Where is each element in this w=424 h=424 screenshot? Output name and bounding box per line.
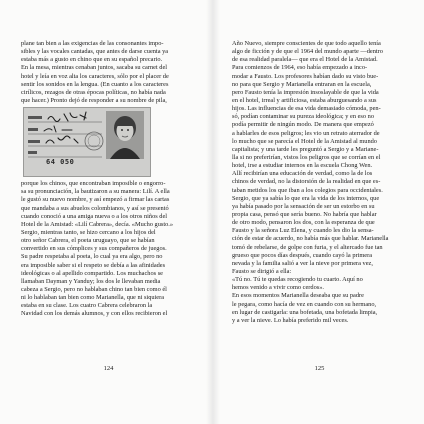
left-page: [21, 40, 196, 372]
text-line: porque los chinos, que encontraban imposible o engorro-: [21, 180, 166, 188]
text-line: ción de estar de acuerdo, no había más que hablar. Marianella: [232, 235, 389, 243]
text-line: ni lo hablaban tan bien como Marianella, que ni siquiera: [21, 294, 165, 302]
text-line: que mandaba a sus abuelos colombianos, y así se presentó: [21, 204, 169, 212]
text-line: só, podían contaminar su pureza ideológica; y en eso no: [232, 113, 374, 121]
text-line: sibles y las vocales cantadas, que antes de darse cuenta ya: [21, 48, 169, 56]
text-line: capitalista; y una tarde les preguntó a Sergio y a Mariane-: [232, 145, 379, 153]
quote-line: hemos venido a vivir como cerdos».: [232, 284, 324, 292]
book-gutter: [206, 0, 220, 424]
text-line: otro señor Cabrera, el poeta uruguayo, que se habían: [21, 237, 155, 245]
text-line: algo de ficción y de que el 1964 del mundo aparte —dentro: [232, 48, 383, 56]
text-line: En la mesa, mientras cenaban juntos, sacaba su carnet del: [21, 64, 168, 72]
left-page-text-bottom: [21, 180, 196, 318]
text-line: lla si no preferirían, vistos los peligros que se corrían en el: [232, 153, 381, 161]
text-line: hijos. Las influencias de esa vida demasiado cómoda, pen-: [232, 105, 381, 113]
text-line: a hablarles de esos peligros; les vio un retrato aterrador de: [232, 129, 380, 137]
right-page: [232, 40, 407, 372]
text-line: cirílicos, rezagos de otras épocas políticas, no había nada: [21, 88, 166, 96]
text-line: Hotel de la Amistad: «Lilí Cabrera», decía. «Mucho gusto.»: [21, 220, 174, 228]
text-line: sentir los sonidos en la lengua. (En cuanto a los caracteres: [21, 80, 169, 88]
text-line: Fausto y la señora Luz Elena, y cuando les dio la sensa-: [232, 227, 374, 235]
text-line: ideológicas o al apellido compartido. Los muchachos se: [21, 269, 163, 277]
quote-line: «Tú no. Tú te quedas recogiendo tu cuarto. Aquí no: [232, 276, 363, 284]
text-line: hotel y leía en voz alta los caracteres, sólo por el placer de: [21, 72, 169, 80]
text-line: ya había pasado por la sensación de ser un estorbo en su: [232, 202, 375, 210]
page-number-left: 124: [103, 365, 114, 372]
text-line: cuando conoció a una amiga nueva o a los otros niños del: [21, 212, 168, 220]
text-line: le gustó su nuevo nombre, y así empezó a firmar las cartas: [21, 196, 170, 204]
text-line: y a ver la nieve. Lo había preferido mil veces.: [232, 316, 349, 324]
text-line: hotel, irse a estudiar internos en la escuela Chong Wen.: [232, 162, 373, 170]
child-portrait-icon: [106, 111, 144, 159]
text-line: Fausto se dirigió a ella:: [232, 267, 292, 275]
text-line: pero Fausto tenía la impresión insoslayable de que la vida: [232, 88, 379, 96]
text-line: Para comienzos de 1964, eso había empezado a inco-: [232, 64, 368, 72]
text-line: plane tan bien a las exigencias de las consonantes impo-: [21, 40, 164, 47]
text-line: sa su pronunciación, la bautizaron a su manera: Lilí. A ella: [21, 188, 170, 196]
right-page-text: [232, 40, 407, 325]
text-line: propia casa, pensó que sería bueno. No habría que hablar: [232, 210, 377, 218]
text-line: de esa realidad paralela— que era el Hotel de la Amistad.: [232, 56, 378, 64]
text-line: lo mucho que se parecía el Hotel de la Amistad al mundo: [232, 137, 377, 145]
text-line: En esos momentos Marianella deseaba que su padre: [232, 292, 364, 300]
text-line: llamaban Dayman y Yanduy; los dos le llevaban media: [21, 277, 161, 285]
id-number: 64 050: [46, 158, 75, 167]
left-page-text-top: [21, 40, 196, 105]
text-line: estaba en su clase. Los cuatro Cabrera celebraron la: [21, 302, 153, 310]
text-line: podía permitir de ningún modo. De manera que empezó: [232, 121, 374, 129]
text-line: que hacer.) Pronto dejó de responder a su nombre de pila,: [21, 96, 167, 104]
text-line: Navidad con los demás alumnos, y con ellos recibieron el: [21, 310, 168, 318]
text-line: taban metidos los que iban a los colegios para occidentales.: [232, 186, 383, 194]
text-line: de otro modo, pensaron los dos, con la esperanza de que: [232, 219, 375, 227]
id-card-image: [23, 107, 151, 177]
text-line: en el hotel, irreal y artificiosa, estaba aburguesando a sus: [232, 96, 377, 104]
text-line: grueso que pocos días después, cuando cayó la primera: [232, 251, 373, 259]
text-line: Sergio, que ya sabía lo que era la vida de los internos, que: [232, 194, 380, 202]
text-line: nevada y la familia salió a ver la nieve por primera vez,: [232, 259, 373, 267]
text-line: no para que Sergio y Marianella entraran en la escuela,: [232, 80, 372, 88]
text-line: le pegara, como hacía de vez en cuando con su hermano,: [232, 300, 377, 308]
text-line: convertido en sus cómplices y sus compañeros de juegos.: [21, 245, 167, 253]
text-line: Año Nuevo, siempre conscientes de que todo aquello tenía: [232, 40, 381, 47]
text-line: cabeza a Sergio, pero no hablaban chino tan bien como él: [21, 285, 167, 293]
child-photo: [106, 111, 144, 159]
text-line: Su padre respetaba al poeta, lo cual ya era algo, pero no: [21, 253, 163, 261]
text-line: modar a Fausto. Los profesores habían dado su visto bue-: [232, 72, 379, 80]
page-number-right: 125: [314, 365, 325, 372]
text-line: en lugar de castigarla: una bofetada, una bofetada limpia,: [232, 308, 378, 316]
text-line: chinos de verdad, no la distorsión de la realidad en que es-: [232, 178, 381, 186]
text-line: Sergio, mientras tanto, se hizo cercano a los hijos del: [21, 228, 156, 236]
text-line: Allí recibirían una educación de verdad, como la de los: [232, 170, 373, 178]
text-line: tomó de rebelarse, de golpe con furia, y el altercado fue tan: [232, 243, 383, 251]
text-line: era imposible saber si el respeto se debía a las afinidades: [21, 261, 166, 269]
text-line: estaba más a gusto en chino que en su español precario.: [21, 56, 163, 64]
